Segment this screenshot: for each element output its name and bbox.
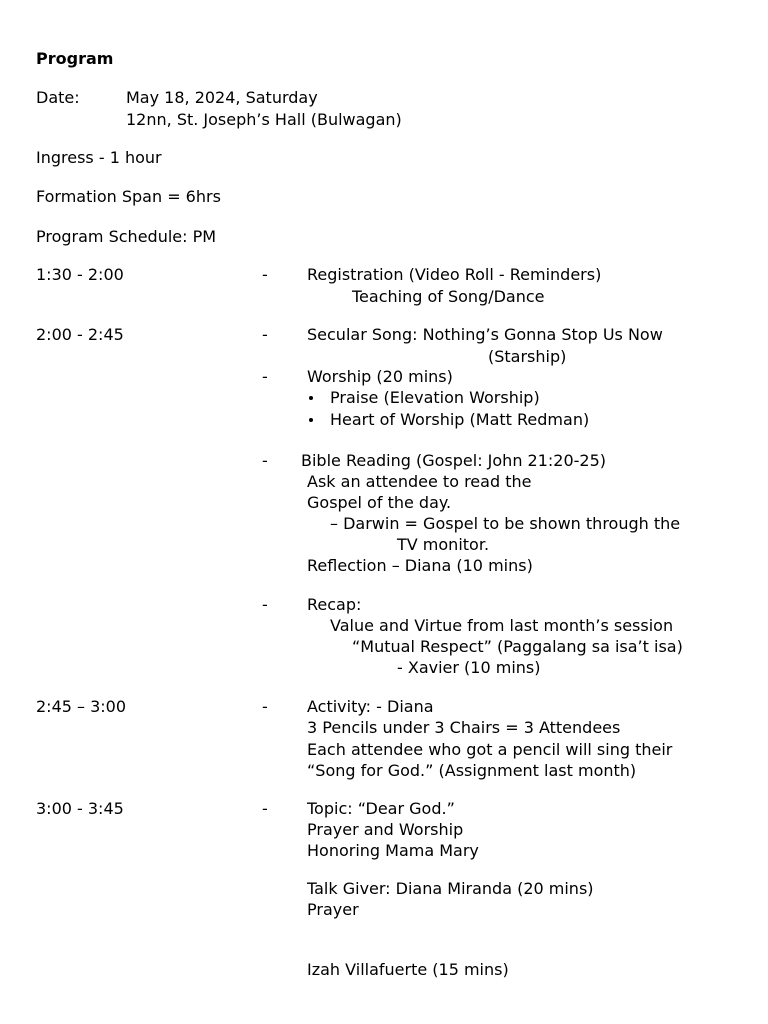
dash-marker: - bbox=[262, 595, 268, 614]
ingress-text: Ingress - 1 hour bbox=[36, 148, 162, 167]
prayer-line: Prayer bbox=[307, 900, 359, 919]
bible-reading-line: Gospel of the day. bbox=[307, 493, 452, 512]
dash-marker: - bbox=[262, 265, 268, 284]
time-slot: 3:00 - 3:45 bbox=[36, 799, 124, 818]
recap-line: Recap: bbox=[307, 595, 362, 614]
dash-marker: - bbox=[262, 799, 268, 818]
dash-marker: - bbox=[262, 697, 268, 716]
worship-bullet-item: Heart of Worship (Matt Redman) bbox=[330, 410, 590, 429]
formation-span-text: Formation Span = 6hrs bbox=[36, 187, 221, 206]
activity-line: Activity: - Diana bbox=[307, 697, 434, 716]
activity-line: “Song for God.” (Assignment last month) bbox=[307, 761, 637, 780]
bible-reading-line: Ask an attendee to read the bbox=[307, 472, 532, 491]
document-title: Program bbox=[36, 49, 114, 68]
bullet-icon bbox=[309, 396, 313, 400]
secular-song-line: Secular Song: Nothing’s Gonna Stop Us Now bbox=[307, 325, 663, 344]
topic-line: Prayer and Worship bbox=[307, 820, 464, 839]
topic-line: Topic: “Dear God.” bbox=[307, 799, 455, 818]
dash-marker: - bbox=[262, 367, 268, 386]
time-slot: 1:30 - 2:00 bbox=[36, 265, 124, 284]
venue-value: 12nn, St. Joseph’s Hall (Bulwagan) bbox=[126, 110, 402, 129]
bullet-icon bbox=[309, 418, 313, 422]
schedule-line: Teaching of Song/Dance bbox=[352, 287, 545, 306]
activity-line: Each attendee who got a pencil will sing their bbox=[307, 740, 673, 759]
worship-line: Worship (20 mins) bbox=[307, 367, 453, 386]
date-value: May 18, 2024, Saturday bbox=[126, 88, 318, 107]
activity-line: 3 Pencils under 3 Chairs = 3 Attendees bbox=[307, 718, 621, 737]
talk-giver-line: Talk Giver: Diana Miranda (20 mins) bbox=[307, 879, 594, 898]
secular-song-artist: (Starship) bbox=[488, 347, 567, 366]
worship-bullet-item: Praise (Elevation Worship) bbox=[330, 388, 540, 407]
bible-reading-line: Bible Reading (Gospel: John 21:20-25) bbox=[301, 451, 607, 470]
topic-line: Honoring Mama Mary bbox=[307, 841, 479, 860]
time-slot: 2:45 – 3:00 bbox=[36, 697, 127, 716]
bible-reading-line: TV monitor. bbox=[397, 535, 490, 554]
dash-marker: - bbox=[262, 325, 268, 344]
recap-line: “Mutual Respect” (Paggalang sa isa’t isa) bbox=[352, 637, 683, 656]
recap-line: - Xavier (10 mins) bbox=[397, 658, 541, 677]
schedule-line: Registration (Video Roll - Reminders) bbox=[307, 265, 602, 284]
time-slot: 2:00 - 2:45 bbox=[36, 325, 124, 344]
speaker-line: Izah Villafuerte (15 mins) bbox=[307, 960, 509, 979]
schedule-heading: Program Schedule: PM bbox=[36, 227, 217, 246]
recap-line: Value and Virtue from last month’s session bbox=[330, 616, 674, 635]
dash-marker: - bbox=[262, 451, 268, 470]
bible-reading-line: – Darwin = Gospel to be shown through the bbox=[330, 514, 681, 533]
date-label: Date: bbox=[36, 88, 80, 107]
bible-reading-line: Reflection – Diana (10 mins) bbox=[307, 556, 533, 575]
